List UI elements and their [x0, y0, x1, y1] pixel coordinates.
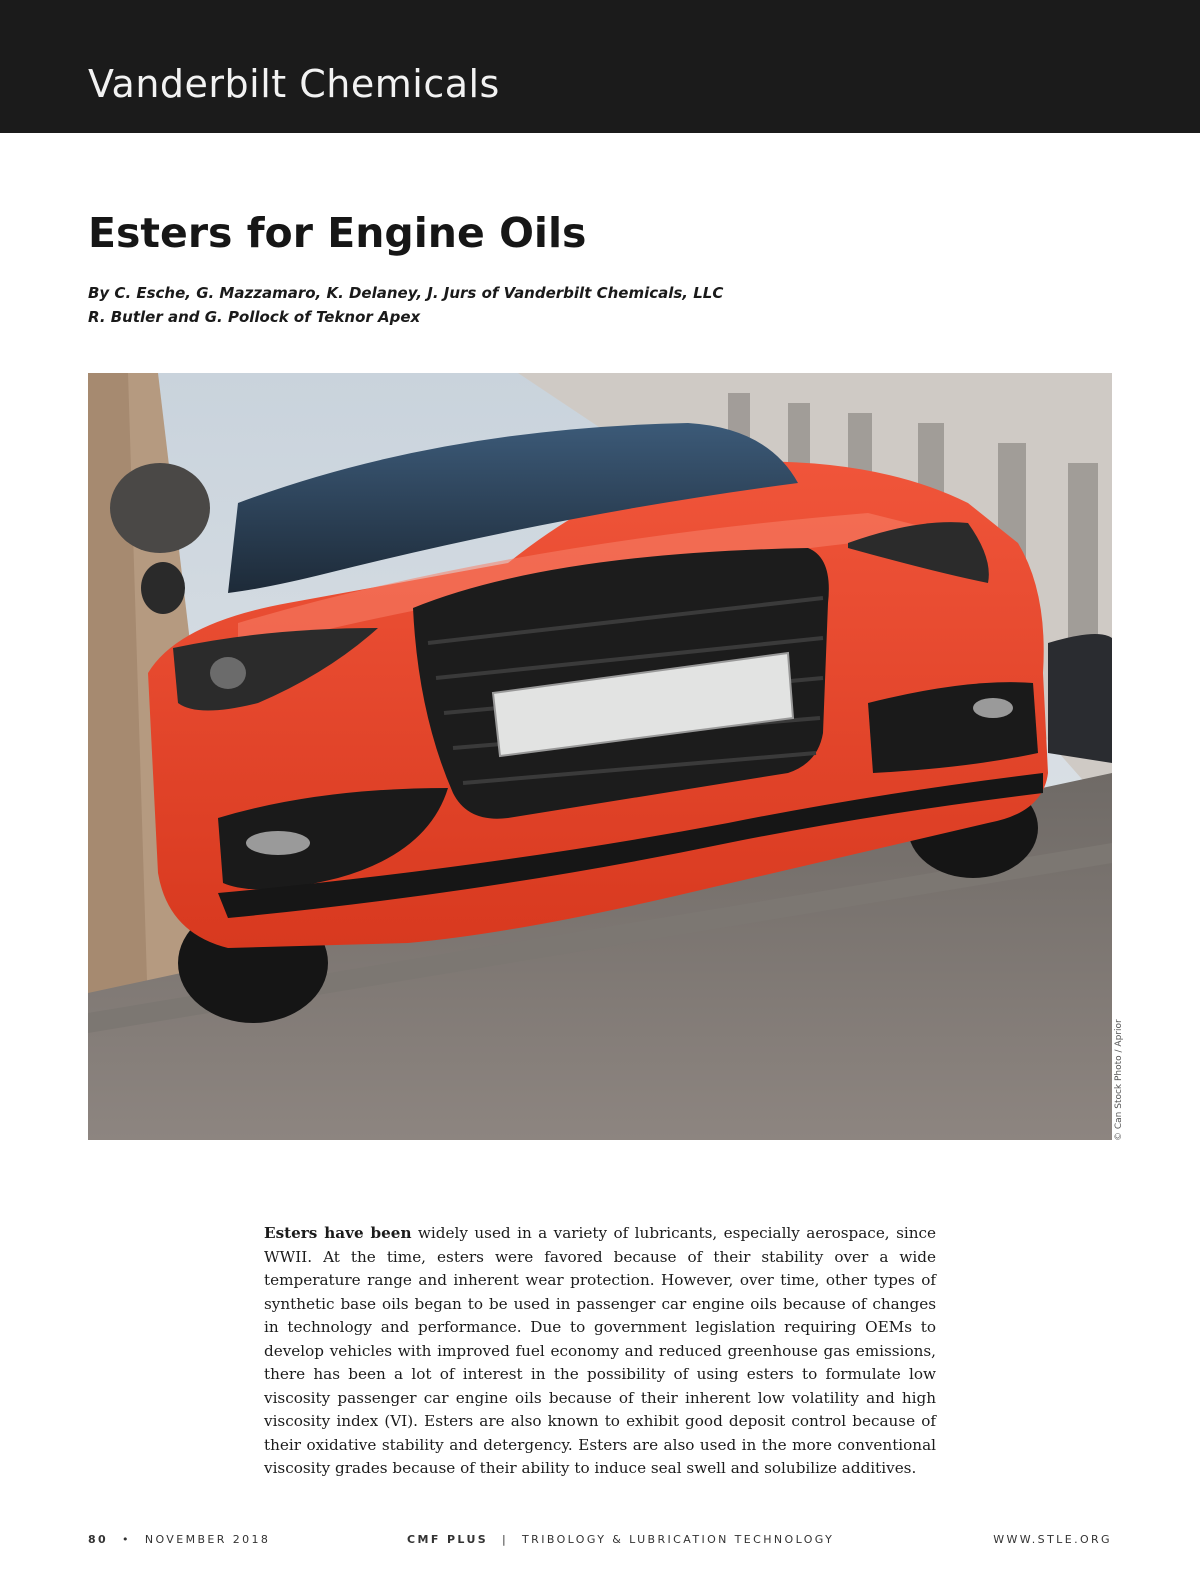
publication-name: TRIBOLOGY & LUBRICATION TECHNOLOGY — [522, 1533, 835, 1546]
company-name: Vanderbilt Chemicals — [88, 62, 500, 106]
issue-date: NOVEMBER 2018 — [144, 1533, 271, 1546]
footer-left — [88, 1533, 270, 1546]
byline — [88, 282, 723, 329]
byline-line-2: R. Butler and G. Pollock of Teknor Apex — [88, 307, 421, 326]
photo-credit: © Can Stock Photo / Aprior — [1114, 1019, 1124, 1141]
body-paragraph: widely used in a variety of lubricants, especially aerospace, since WWII. At the time, esters were favored because of their stability over a wide temperature range and inherent wear protection. However, over time, other types of synthetic base oils began to be used in passenger car engine oils because of changes in technology and performance. Due to government legislation requiring OEMs to develop vehicles with improved fuel economy and reduced greenhouse gas emissions, there has been a lot of interest in the possibility of using esters to formulate low viscosity passenger car engine oils because of their inherent low volatility and high viscosity index (VI). Esters are also known to exhibit good deposit control because of their oxidative stability and detergency. Esters are also used in the more conventional viscosity grades because of their ability to induce seal swell and solubilize additives. — [264, 1224, 936, 1477]
page-number: 80 — [88, 1533, 109, 1546]
header-bar — [0, 0, 1200, 133]
section-name: CMF PLUS — [407, 1533, 489, 1546]
website-link[interactable]: WWW.STLE.ORG — [993, 1533, 1112, 1546]
footer-separator: | — [502, 1533, 509, 1546]
byline-line-1: By C. Esche, G. Mazzamaro, K. Delaney, J. Jurs of Vanderbilt Chemicals, LLC — [88, 284, 724, 302]
lead-in: Esters have been — [264, 1224, 412, 1242]
article-title: Esters for Engine Oils — [88, 209, 587, 257]
article-body — [264, 1222, 936, 1481]
footer-dot: • — [122, 1533, 131, 1546]
footer-center — [407, 1533, 834, 1546]
car-photo — [88, 373, 1112, 1140]
